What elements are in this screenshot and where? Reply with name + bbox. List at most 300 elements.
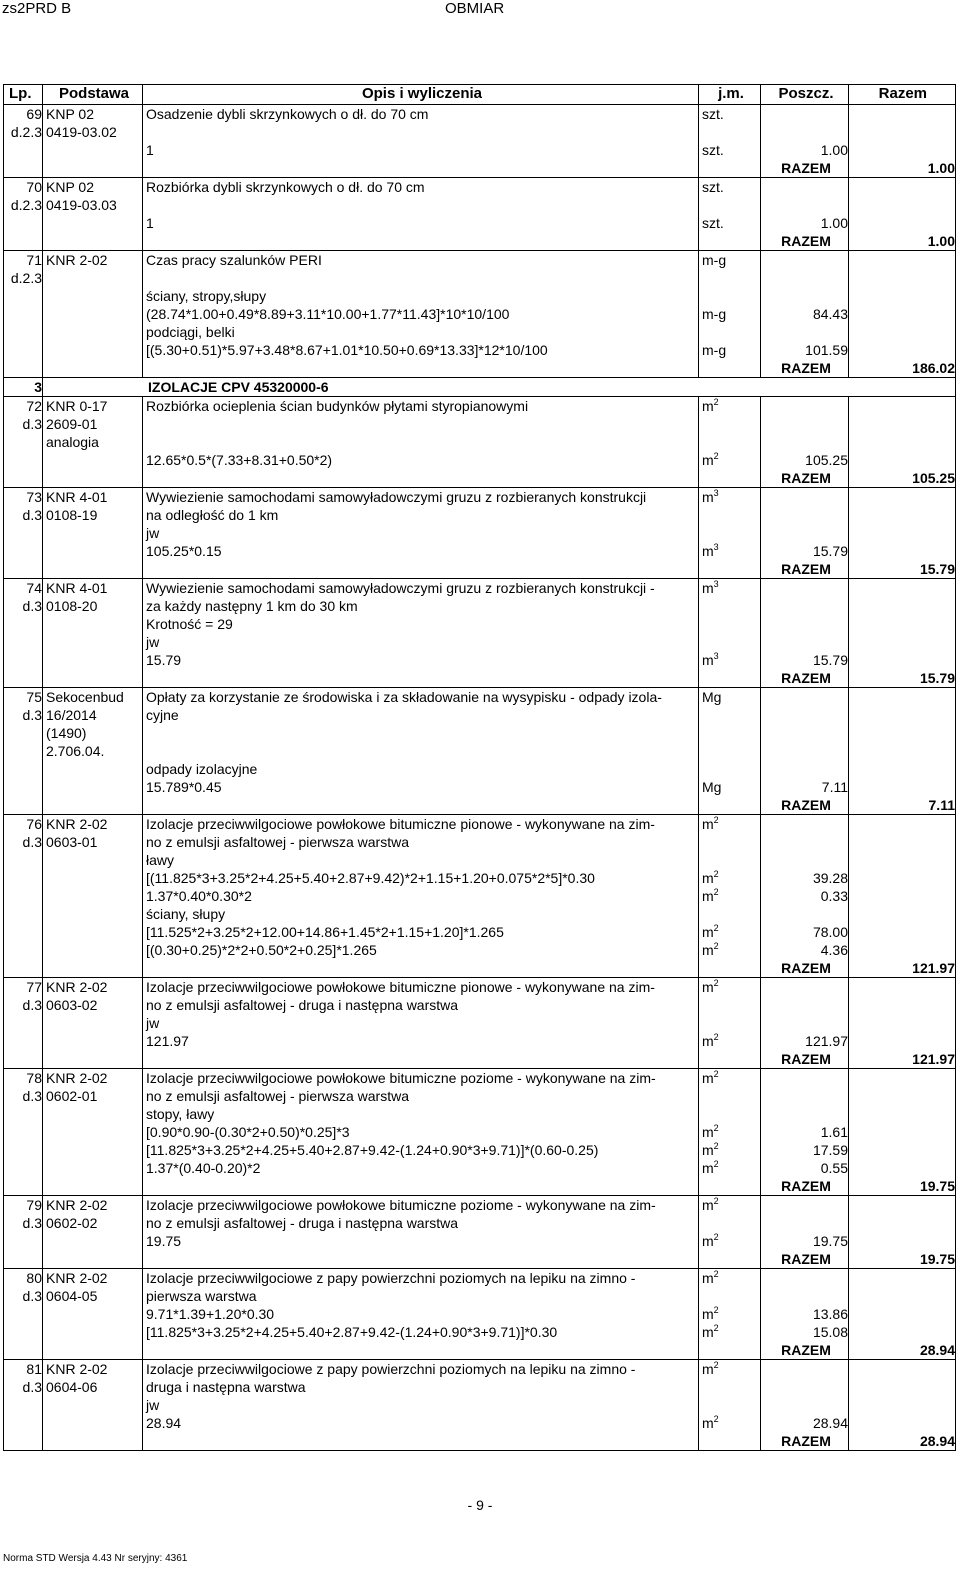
cell-poszcz xyxy=(761,524,849,542)
cell-razem xyxy=(849,1214,956,1232)
cell-lp xyxy=(4,1341,43,1360)
table-row xyxy=(4,615,956,633)
unit-symbol: m xyxy=(702,452,714,468)
table-row xyxy=(4,123,956,141)
cell-podstawa xyxy=(43,359,143,378)
cell-razem xyxy=(849,305,956,323)
cell-razem xyxy=(849,397,956,416)
cell-jm xyxy=(699,1141,761,1159)
cell-lp xyxy=(4,851,43,869)
cell-opis: ściany, stropy,słupy xyxy=(143,287,699,305)
table-row xyxy=(4,1087,956,1105)
cell-poszcz xyxy=(761,415,849,433)
cell-poszcz xyxy=(761,996,849,1014)
total-row xyxy=(4,159,956,178)
cell-podstawa xyxy=(43,159,143,178)
cell-opis xyxy=(143,1177,699,1196)
cell-jm xyxy=(699,669,761,688)
cell-poszcz: RAZEM xyxy=(761,1432,849,1451)
table-row xyxy=(4,1141,956,1159)
cell-podstawa: KNR 2-02 xyxy=(43,978,143,997)
cell-podstawa xyxy=(43,1123,143,1141)
unit-symbol: m xyxy=(702,1070,714,1086)
cell-opis xyxy=(143,359,699,378)
cell-jm xyxy=(699,433,761,451)
cell-opis: [11.825*3+3.25*2+4.25+5.40+2.87+9.42-(1.24+0.90*3+9.71)]*(0.60-0.25) xyxy=(143,1141,699,1159)
cell-opis: Rozbiórka ocieplenia ścian budynków płytami styropianowymi xyxy=(143,397,699,416)
cell-lp: d.3 xyxy=(4,1287,43,1305)
cell-razem xyxy=(849,1287,956,1305)
unit-exponent: 2 xyxy=(713,1196,719,1206)
cell-razem xyxy=(849,1196,956,1215)
cell-poszcz: 84.43 xyxy=(761,305,849,323)
estimate-table xyxy=(3,84,956,1451)
cell-poszcz: 39.28 xyxy=(761,869,849,887)
cell-jm xyxy=(699,1177,761,1196)
cell-jm xyxy=(699,760,761,778)
table-row xyxy=(4,905,956,923)
cell-jm xyxy=(699,905,761,923)
cell-jm xyxy=(699,1305,761,1323)
cell-opis: 15.789*0.45 xyxy=(143,778,699,796)
cell-poszcz xyxy=(761,1287,849,1305)
cell-poszcz xyxy=(761,1378,849,1396)
cell-opis: ławy xyxy=(143,851,699,869)
cell-lp xyxy=(4,1177,43,1196)
cell-podstawa: 0108-20 xyxy=(43,597,143,615)
cell-poszcz: 28.94 xyxy=(761,1414,849,1432)
cell-opis: 19.75 xyxy=(143,1232,699,1250)
table-row xyxy=(4,1287,956,1305)
cell-lp: 77 xyxy=(4,978,43,997)
cell-lp xyxy=(4,669,43,688)
cell-poszcz: RAZEM xyxy=(761,232,849,251)
cell-poszcz: 105.25 xyxy=(761,451,849,469)
cell-poszcz xyxy=(761,196,849,214)
cell-lp xyxy=(4,287,43,305)
table-row xyxy=(4,869,956,887)
cell-poszcz: 19.75 xyxy=(761,1232,849,1250)
cell-lp xyxy=(4,141,43,159)
table-row xyxy=(4,269,956,287)
cell-razem: 121.97 xyxy=(849,959,956,978)
cell-razem xyxy=(849,1378,956,1396)
cell-poszcz: 0.55 xyxy=(761,1159,849,1177)
cell-jm xyxy=(699,1014,761,1032)
cell-podstawa xyxy=(43,905,143,923)
table-row xyxy=(4,1214,956,1232)
table-row xyxy=(4,542,956,560)
cell-poszcz: RAZEM xyxy=(761,959,849,978)
cell-jm xyxy=(699,488,761,507)
cell-jm xyxy=(699,1378,761,1396)
table-row xyxy=(4,742,956,760)
unit-symbol: m xyxy=(702,979,714,995)
total-row xyxy=(4,1250,956,1269)
cell-opis: no z emulsji asfaltowej - pierwsza warstwa xyxy=(143,1087,699,1105)
cell-jm xyxy=(699,232,761,251)
cell-jm xyxy=(699,1341,761,1360)
cell-opis: podciągi, belki xyxy=(143,323,699,341)
table-row xyxy=(4,1396,956,1414)
table-row xyxy=(4,1196,956,1215)
cell-razem: 15.79 xyxy=(849,669,956,688)
unit-symbol: m xyxy=(702,888,714,904)
cell-razem xyxy=(849,105,956,124)
cell-opis: [0.90*0.90-(0.30*2+0.50)*0.25]*3 xyxy=(143,1123,699,1141)
cell-jm xyxy=(699,323,761,341)
cell-jm xyxy=(699,359,761,378)
cell-podstawa xyxy=(43,1250,143,1269)
cell-razem xyxy=(849,1360,956,1379)
cell-podstawa xyxy=(43,1396,143,1414)
cell-podstawa xyxy=(43,451,143,469)
cell-lp: 71 xyxy=(4,251,43,270)
unit-symbol: m xyxy=(702,543,714,559)
cell-poszcz xyxy=(761,724,849,742)
cell-razem xyxy=(849,269,956,287)
cell-razem xyxy=(849,978,956,997)
table-row xyxy=(4,214,956,232)
table-row xyxy=(4,923,956,941)
unit-exponent: 2 xyxy=(713,1305,719,1315)
cell-podstawa: KNP 02 xyxy=(43,178,143,197)
col-header-lp: Lp. xyxy=(4,85,43,105)
cell-razem xyxy=(849,251,956,270)
cell-razem xyxy=(849,506,956,524)
table-row xyxy=(4,579,956,598)
cell-poszcz: RAZEM xyxy=(761,1177,849,1196)
cell-lp xyxy=(4,1014,43,1032)
cell-razem: 1.00 xyxy=(849,159,956,178)
cell-razem xyxy=(849,123,956,141)
cell-opis xyxy=(143,1432,699,1451)
cell-razem xyxy=(849,451,956,469)
cell-razem xyxy=(849,905,956,923)
unit-exponent: 2 xyxy=(713,923,719,933)
cell-jm xyxy=(699,996,761,1014)
cell-podstawa: (1490) xyxy=(43,724,143,742)
cell-lp xyxy=(4,941,43,959)
cell-razem: 19.75 xyxy=(849,1177,956,1196)
table-row xyxy=(4,724,956,742)
cell-podstawa xyxy=(43,1177,143,1196)
cell-razem: 105.25 xyxy=(849,469,956,488)
unit-symbol: m xyxy=(702,1270,714,1286)
cell-poszcz xyxy=(761,688,849,707)
cell-opis xyxy=(143,742,699,760)
unit-symbol: m xyxy=(702,652,714,668)
table-row xyxy=(4,688,956,707)
cell-lp: 81 xyxy=(4,1360,43,1379)
table-row xyxy=(4,506,956,524)
cell-poszcz xyxy=(761,633,849,651)
col-header-poszcz: Poszcz. xyxy=(761,85,849,105)
cell-lp: 80 xyxy=(4,1269,43,1288)
cell-poszcz: 15.79 xyxy=(761,651,849,669)
doc-header-title: OBMIAR xyxy=(445,0,505,17)
cell-podstawa xyxy=(43,941,143,959)
cell-lp: 79 xyxy=(4,1196,43,1215)
cell-jm: szt. xyxy=(699,178,761,197)
cell-poszcz xyxy=(761,506,849,524)
cell-poszcz: 78.00 xyxy=(761,923,849,941)
cell-poszcz: RAZEM xyxy=(761,669,849,688)
cell-jm xyxy=(699,506,761,524)
cell-lp xyxy=(4,796,43,815)
cell-jm xyxy=(699,1232,761,1250)
cell-razem xyxy=(849,742,956,760)
unit-exponent: 2 xyxy=(713,869,719,879)
cell-opis: Wywiezienie samochodami samowyładowczymi gruzu z rozbieranych konstrukcji - xyxy=(143,579,699,598)
unit-symbol: m xyxy=(702,924,714,940)
cell-razem: 28.94 xyxy=(849,1432,956,1451)
total-row xyxy=(4,359,956,378)
cell-razem xyxy=(849,1032,956,1050)
cell-opis: 1.37*(0.40-0.20)*2 xyxy=(143,1159,699,1177)
cell-opis xyxy=(143,269,699,287)
cell-opis xyxy=(143,196,699,214)
cell-poszcz: RAZEM xyxy=(761,469,849,488)
unit-exponent: 2 xyxy=(713,1269,719,1279)
cell-podstawa xyxy=(43,1305,143,1323)
cell-poszcz: RAZEM xyxy=(761,560,849,579)
cell-poszcz: 1.00 xyxy=(761,214,849,232)
cell-lp: 74 xyxy=(4,579,43,598)
cell-lp xyxy=(4,887,43,905)
unit-symbol: m xyxy=(702,398,714,414)
cell-jm: m-g xyxy=(699,305,761,323)
cell-podstawa: analogia xyxy=(43,433,143,451)
cell-razem xyxy=(849,415,956,433)
cell-lp xyxy=(4,469,43,488)
cell-jm: m-g xyxy=(699,341,761,359)
table-row xyxy=(4,488,956,507)
cell-jm xyxy=(699,1105,761,1123)
unit-exponent: 3 xyxy=(713,488,719,498)
table-row xyxy=(4,887,956,905)
unit-exponent: 2 xyxy=(713,1414,719,1424)
table-row xyxy=(4,1014,956,1032)
total-row xyxy=(4,1177,956,1196)
cell-razem xyxy=(849,633,956,651)
cell-opis: 105.25*0.15 xyxy=(143,542,699,560)
cell-jm xyxy=(699,1269,761,1288)
unit-symbol: m xyxy=(702,1197,714,1213)
cell-lp: d.2.3 xyxy=(4,196,43,214)
cell-razem: 121.97 xyxy=(849,1050,956,1069)
cell-podstawa: KNR 2-02 xyxy=(43,1069,143,1088)
cell-lp: 75 xyxy=(4,688,43,707)
cell-podstawa: 0419-03.02 xyxy=(43,123,143,141)
cell-podstawa: KNR 0-17 xyxy=(43,397,143,416)
cell-jm: szt. xyxy=(699,105,761,124)
cell-podstawa: 0602-02 xyxy=(43,1214,143,1232)
cell-lp xyxy=(4,778,43,796)
cell-razem xyxy=(849,869,956,887)
cell-jm xyxy=(699,833,761,851)
cell-poszcz: RAZEM xyxy=(761,1050,849,1069)
cell-razem: 15.79 xyxy=(849,560,956,579)
table-row xyxy=(4,1414,956,1432)
cell-podstawa xyxy=(43,651,143,669)
cell-opis: (28.74*1.00+0.49*8.89+3.11*10.00+1.77*11.43]*10*10/100 xyxy=(143,305,699,323)
cell-jm: Mg xyxy=(699,778,761,796)
cell-podstawa xyxy=(43,1014,143,1032)
cell-poszcz: RAZEM xyxy=(761,796,849,815)
cell-opis xyxy=(143,669,699,688)
unit-exponent: 3 xyxy=(713,651,719,661)
cell-opis: ściany, słupy xyxy=(143,905,699,923)
total-row xyxy=(4,1341,956,1360)
table-row xyxy=(4,1323,956,1341)
cell-podstawa: 16/2014 xyxy=(43,706,143,724)
col-header-podstawa: Podstawa xyxy=(43,85,143,105)
cell-opis: za każdy następny 1 km do 30 km xyxy=(143,597,699,615)
cell-poszcz xyxy=(761,269,849,287)
table-row xyxy=(4,178,956,197)
cell-opis: jw xyxy=(143,1014,699,1032)
cell-jm xyxy=(699,597,761,615)
cell-lp xyxy=(4,214,43,232)
cell-jm xyxy=(699,633,761,651)
cell-jm xyxy=(699,1287,761,1305)
table-row xyxy=(4,305,956,323)
cell-poszcz xyxy=(761,123,849,141)
cell-poszcz xyxy=(761,251,849,270)
table-row xyxy=(4,778,956,796)
cell-razem xyxy=(849,996,956,1014)
col-header-jm: j.m. xyxy=(699,85,761,105)
table-row xyxy=(4,1360,956,1379)
cell-razem: 186.02 xyxy=(849,359,956,378)
cell-razem xyxy=(849,287,956,305)
cell-razem: 1.00 xyxy=(849,232,956,251)
unit-symbol: m xyxy=(702,1415,714,1431)
cell-podstawa xyxy=(43,1105,143,1123)
cell-poszcz: 0.33 xyxy=(761,887,849,905)
cell-poszcz xyxy=(761,433,849,451)
cell-razem xyxy=(849,341,956,359)
cell-poszcz: RAZEM xyxy=(761,1341,849,1360)
cell-opis: no z emulsji asfaltowej - druga i następna warstwa xyxy=(143,1214,699,1232)
section-title: IZOLACJE CPV 45320000-6 xyxy=(43,378,956,397)
cell-jm xyxy=(699,978,761,997)
cell-podstawa xyxy=(43,1341,143,1360)
cell-lp xyxy=(4,651,43,669)
cell-lp xyxy=(4,232,43,251)
cell-podstawa: 0604-06 xyxy=(43,1378,143,1396)
unit-exponent: 3 xyxy=(713,542,719,552)
cell-podstawa: KNR 2-02 xyxy=(43,1269,143,1288)
cell-jm xyxy=(699,415,761,433)
cell-jm xyxy=(699,1032,761,1050)
table-row xyxy=(4,815,956,834)
cell-razem xyxy=(849,851,956,869)
cell-poszcz xyxy=(761,178,849,197)
cell-poszcz xyxy=(761,488,849,507)
software-note: Norma STD Wersja 4.43 Nr seryjny: 4361 xyxy=(3,1553,188,1564)
cell-lp xyxy=(4,359,43,378)
col-header-razem: Razem xyxy=(849,85,956,105)
cell-poszcz xyxy=(761,287,849,305)
cell-podstawa xyxy=(43,1032,143,1050)
cell-lp: d.2.3 xyxy=(4,123,43,141)
cell-podstawa xyxy=(43,1232,143,1250)
cell-poszcz xyxy=(761,815,849,834)
unit-symbol: m xyxy=(702,489,714,505)
cell-podstawa: KNR 2-02 xyxy=(43,815,143,834)
cell-podstawa xyxy=(43,1141,143,1159)
cell-jm xyxy=(699,269,761,287)
cell-podstawa xyxy=(43,542,143,560)
cell-razem xyxy=(849,323,956,341)
table-row xyxy=(4,433,956,451)
cell-opis: odpady izolacyjne xyxy=(143,760,699,778)
cell-podstawa xyxy=(43,778,143,796)
table-row xyxy=(4,1105,956,1123)
cell-opis: Izolacje przeciwwilgociowe powłokowe bitumiczne poziome - wykonywane na zim- xyxy=(143,1196,699,1215)
cell-podstawa xyxy=(43,214,143,232)
cell-jm xyxy=(699,1069,761,1088)
cell-poszcz: 4.36 xyxy=(761,941,849,959)
unit-exponent: 2 xyxy=(713,451,719,461)
cell-poszcz xyxy=(761,833,849,851)
unit-symbol: m xyxy=(702,1033,714,1049)
cell-opis xyxy=(143,469,699,488)
table-row xyxy=(4,1232,956,1250)
cell-poszcz xyxy=(761,1069,849,1088)
cell-jm xyxy=(699,869,761,887)
total-row xyxy=(4,796,956,815)
table-row xyxy=(4,524,956,542)
cell-poszcz: 7.11 xyxy=(761,778,849,796)
cell-lp: d.3 xyxy=(4,506,43,524)
cell-jm xyxy=(699,542,761,560)
cell-razem xyxy=(849,433,956,451)
unit-exponent: 2 xyxy=(713,1032,719,1042)
cell-podstawa xyxy=(43,869,143,887)
cell-razem xyxy=(849,815,956,834)
table-row xyxy=(4,287,956,305)
cell-podstawa xyxy=(43,323,143,341)
cell-poszcz xyxy=(761,1269,849,1288)
cell-poszcz xyxy=(761,1196,849,1215)
cell-jm xyxy=(699,651,761,669)
cell-opis: jw xyxy=(143,524,699,542)
cell-lp xyxy=(4,323,43,341)
table-row xyxy=(4,633,956,651)
cell-jm xyxy=(699,1050,761,1069)
cell-jm xyxy=(699,851,761,869)
unit-symbol: m xyxy=(702,816,714,832)
cell-razem xyxy=(849,724,956,742)
cell-jm xyxy=(699,706,761,724)
cell-poszcz xyxy=(761,397,849,416)
cell-opis: Czas pracy szalunków PERI xyxy=(143,251,699,270)
page-number: - 9 - xyxy=(467,1497,493,1513)
cell-podstawa xyxy=(43,669,143,688)
cell-lp: 70 xyxy=(4,178,43,197)
cell-jm xyxy=(699,742,761,760)
cell-opis xyxy=(143,796,699,815)
cell-podstawa xyxy=(43,923,143,941)
cell-lp: d.3 xyxy=(4,706,43,724)
cell-jm xyxy=(699,1087,761,1105)
cell-podstawa: KNR 2-02 xyxy=(43,1360,143,1379)
cell-jm: Mg xyxy=(699,688,761,707)
cell-razem xyxy=(849,688,956,707)
